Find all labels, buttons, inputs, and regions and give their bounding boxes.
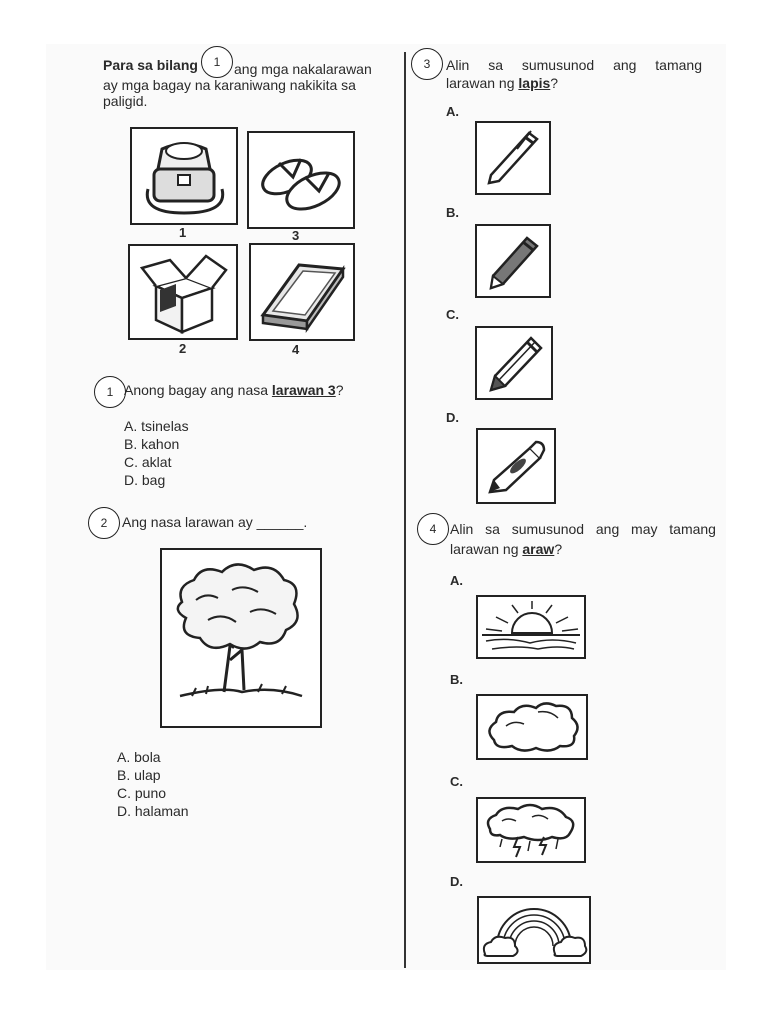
grid-label-2: 2 xyxy=(179,341,187,356)
question-3-line-2-a: larawan ng xyxy=(446,75,519,91)
question-4-line-1 xyxy=(450,522,716,537)
question-1-options xyxy=(124,417,189,489)
pencil-icon xyxy=(477,328,551,398)
question-4-option-b-picture[interactable] xyxy=(476,694,588,760)
instruction-line-2: ay mga bagay na karaniwang nakikita sa xyxy=(103,77,356,93)
question-2-option-d[interactable]: D. halaman xyxy=(117,803,189,819)
question-4-number: 4 xyxy=(417,513,449,545)
question-3-word: tamang xyxy=(655,57,702,73)
question-3-word: Alin xyxy=(446,57,470,73)
rainbow-icon xyxy=(479,898,589,962)
grid-label-3: 3 xyxy=(292,228,300,243)
question-3-option-d-picture[interactable] xyxy=(476,428,556,504)
question-4-line-2-a: larawan ng xyxy=(450,541,523,557)
slippers-icon xyxy=(249,133,353,227)
grid-picture-2 xyxy=(128,244,238,340)
question-4-letter-a[interactable]: A. xyxy=(450,573,463,588)
question-2-option-a[interactable]: A. bola xyxy=(117,749,161,765)
question-1-text xyxy=(124,383,344,398)
question-1-emphasis: larawan 3 xyxy=(271,382,336,398)
question-2-option-c[interactable]: C. puno xyxy=(117,785,167,801)
question-1-option-a[interactable]: A. tsinelas xyxy=(124,418,189,434)
crayon-icon xyxy=(478,430,554,502)
question-3-letter-d[interactable]: D. xyxy=(446,410,459,425)
question-4-word: sumusunod xyxy=(511,521,585,537)
question-3-number: 3 xyxy=(411,48,443,80)
question-3-line-2 xyxy=(446,76,558,91)
grid-label-1: 1 xyxy=(179,225,187,240)
question-4-option-d-picture[interactable] xyxy=(477,896,591,964)
question-3-word: ang xyxy=(613,57,637,73)
question-1-option-b[interactable]: B. kahon xyxy=(124,436,180,452)
question-4-letter-b[interactable]: B. xyxy=(450,672,463,687)
grid-label-4: 4 xyxy=(292,342,300,357)
question-2-option-b[interactable]: B. ulap xyxy=(117,767,161,783)
instruction-line-1a: Para sa bilang xyxy=(103,57,198,73)
cloud-icon xyxy=(478,696,586,758)
pen-icon xyxy=(477,123,549,193)
question-1-option-d[interactable]: D. bag xyxy=(124,472,166,488)
question-4-option-a-picture[interactable] xyxy=(476,595,586,659)
question-3-line-1 xyxy=(446,58,702,73)
question-4-option-c-picture[interactable] xyxy=(476,797,586,863)
instruction-line-3: paligid. xyxy=(103,93,148,109)
pencil-icon xyxy=(477,226,549,296)
question-4-word: ang xyxy=(595,521,620,537)
question-4-letter-d[interactable]: D. xyxy=(450,874,463,889)
question-4-word: sa xyxy=(485,521,500,537)
question-3-option-b-picture[interactable] xyxy=(475,224,551,298)
question-1-option-c[interactable]: C. aklat xyxy=(124,454,172,470)
question-3-word: sa xyxy=(488,57,503,73)
grid-picture-3 xyxy=(247,131,355,229)
question-3-option-a-picture[interactable] xyxy=(475,121,551,195)
question-2-options xyxy=(117,748,189,820)
question-2-number: 2 xyxy=(88,507,120,539)
question-3-emphasis: lapis xyxy=(518,75,551,91)
question-4-word: may xyxy=(631,521,658,537)
column-divider xyxy=(404,52,406,968)
grid-picture-4 xyxy=(249,243,355,341)
question-4-word: tamang xyxy=(669,521,716,537)
question-1-number: 1 xyxy=(94,376,126,408)
tree-icon xyxy=(162,550,320,726)
storm-cloud-icon xyxy=(478,799,584,861)
question-4-letter-c[interactable]: C. xyxy=(450,774,463,789)
question-3-line-2-b: ? xyxy=(550,75,559,91)
instruction-line-1b: ang mga nakalarawan xyxy=(234,61,372,77)
book-icon xyxy=(251,245,353,339)
question-1-text-a: Anong bagay ang nasa xyxy=(124,382,272,398)
box-icon xyxy=(130,246,236,338)
question-2-text: Ang nasa larawan ay ______. xyxy=(122,514,308,530)
question-3-letter-a[interactable]: A. xyxy=(446,104,459,119)
question-2-picture xyxy=(160,548,322,728)
question-3-letter-b[interactable]: B. xyxy=(446,205,459,220)
question-3-letter-c[interactable]: C. xyxy=(446,307,459,322)
question-3-option-c-picture[interactable] xyxy=(475,326,553,400)
question-1-text-b: ? xyxy=(335,382,344,398)
grid-picture-1 xyxy=(130,127,238,225)
instruction-number-circle: 1 xyxy=(201,46,233,78)
sunrise-icon xyxy=(478,597,584,657)
question-4-word: Alin xyxy=(450,521,474,537)
question-4-line-2 xyxy=(450,542,562,557)
question-4-emphasis: araw xyxy=(522,541,555,557)
question-4-line-2-b: ? xyxy=(554,541,563,557)
question-3-word: sumusunod xyxy=(521,57,595,73)
bag-icon xyxy=(132,129,236,223)
